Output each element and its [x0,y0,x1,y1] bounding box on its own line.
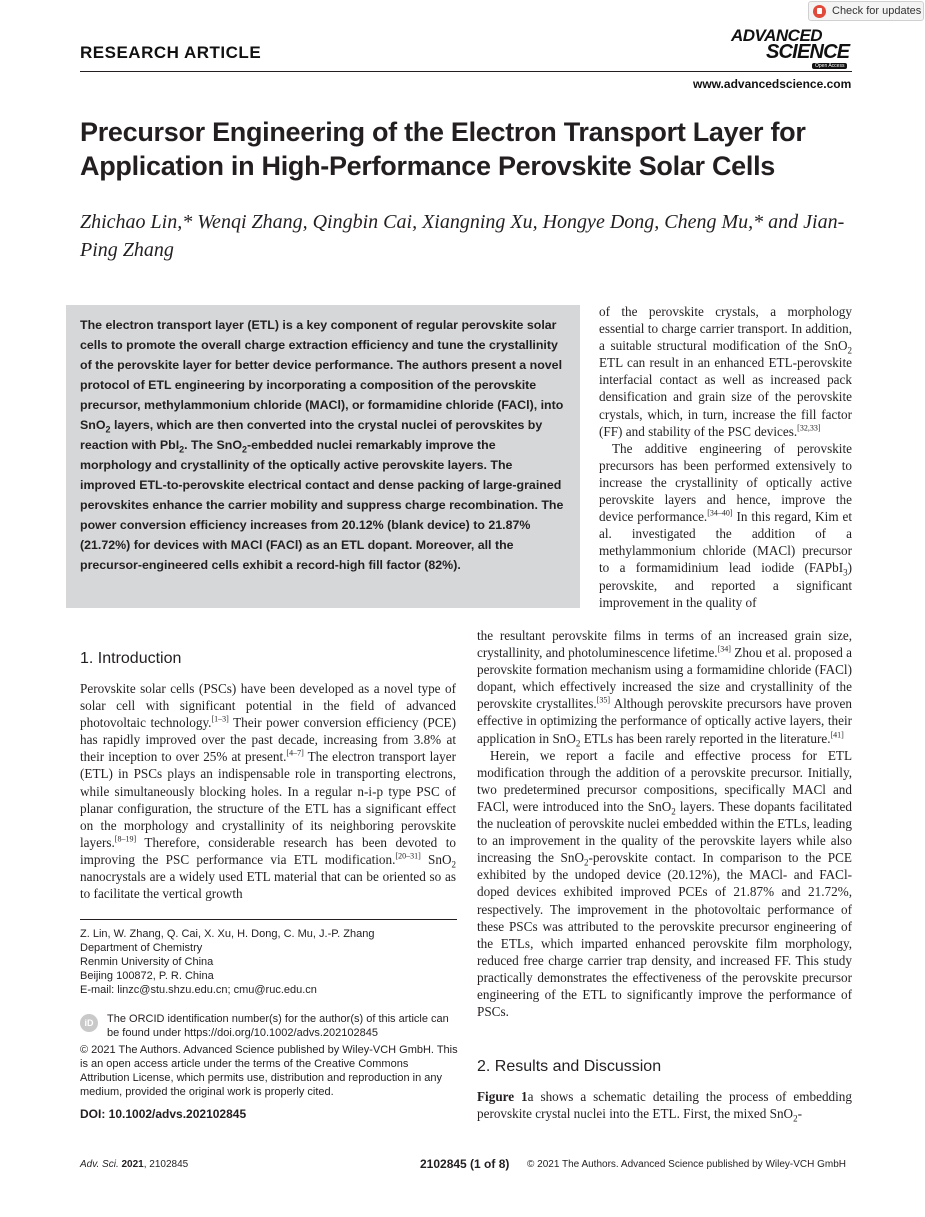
results-paragraph: Figure 1a shows a schematic detailing the process of embedding perovskite crystal nuclei into the ETL. First, the mixed SnO$_2$- [477,1089,852,1124]
journal-logo-line2: SCIENCE [766,41,850,63]
affiliation-rule [80,919,457,920]
footer-page-number: 2102845 (1 of 8) [420,1157,510,1171]
section-label: RESEARCH ARTICLE [80,43,262,62]
doi[interactable]: DOI: 10.1002/advs.202102845 [80,1107,247,1121]
right-wide-column: the resultant perovskite films in terms of an increased grain size, crystallinity, and photoluminescence lifetime.[34] Zhou et al. proposed a perovskite formation mechanism using a formamidine chloride (FACl) dopant, which effectively increased the size and crystallinity of the perovskite crystallites.[35] Although perovskite precursors have proven effective in optimizing the performance of optically active layers, their application in SnO$_2$ ETLs has been rarely reported in the literature.[41] Herein, we report a facile and effective process for ETL modification through the addition of a perovskite precursor. Initially, two predetermined precursor compositions, specifically MACl and FACl, were introduced into the SnO$_2$ layers. These dopants facilitated the nucleation of perovskite nuclei embedded within the ETLs, leading to an improvement in the quality of the perovskite layers while also increasing the SnO$_2$-perovskite contact. In comparison to the PCE exhibited by the undoped device (20.12%), the MACl- and FACl-doped devices exhibited improved PCEs of 21.87% and 21.72%, respectively. The improvement in the photovoltaic performance of these PSCs was attributed to the perovskite precursor engineering of the ETLs, which imparted enhanced perovskite film morphology, reduced free charge carrier trap density, and increased FF. This study practically demonstrates the effectiveness of the perovskite precursor engineering of the ETL to significantly improve the performance of PSCs. [477,628,853,1020]
intro-heading: 1. Introduction [80,650,182,667]
affiliation-univ: Renmin University of China [80,956,214,968]
affiliation-names: Z. Lin, W. Zhang, Q. Cai, X. Xu, H. Dong, C. Mu, J.-P. Zhang [80,928,375,940]
intro-paragraph: Perovskite solar cells (PSCs) have been developed as a novel type of solar cell with significant potential in the field of advanced photovoltaic technology.[1–3] Their power conversion efficiency (PCE) has rapidly improved over the past decade, increasing from 3.8% at their inception to over 25% at present.[4–7] The electron transport layer (ETL) in PSCs plays an indispensable role in transporting electrons, while simultaneously blocking holes. In a regular n-i-p type PSC of planar configuration, the structure of the ETL has a significant effect on the morphology and crystallinity of its neighboring perovskite layers.[8–19] Therefore, considerable research has been devoted to improving the PSC performance via ETL modification.[20–31] SnO$_2$ nanocrystals are a widely used ETL material that can be oriented so as to facilitate the vertical growth [80,681,457,902]
orcid-note[interactable]: The ORCID identification number(s) for the author(s) of this article can be found under https://doi.org/10.1002/advs.202102845 [107,1013,449,1039]
article-title: Precursor Engineering of the Electron Transport Layer for Application in High-Performance Perovskite Solar Cells [80,117,806,181]
header-rule [80,71,852,72]
footer-copyright: © 2021 The Authors. Advanced Science published by Wiley-VCH GmbH [527,1159,847,1170]
license-note: © 2021 The Authors. Advanced Science published by Wiley-VCH GmbH. This is an open access article under the terms of the Creative Commons Attribution License, which permits use, distribution and reproduction in any medium, provided the original work is properly cited. [80,1044,458,1098]
figure-1-link[interactable]: Figure 1 [477,1089,528,1104]
check-updates-label: Check for updates [832,5,922,17]
affiliation-block [80,927,460,997]
check-for-updates-button[interactable] [808,1,924,21]
affiliation-city: Beijing 100872, P. R. China [80,970,214,982]
journal-url[interactable]: www.advancedscience.com [693,77,852,91]
right-narrow-column: of the perovskite crystals, a morphology essential to charge carrier transport. In addition, a suitable structural modification of the SnO$_2$ ETL can result in an enhanced ETL-perovskite interfacial contact as well as increased pack densification and grain size of the perovskite crystals, which, in turn, increase the fill factor (FF) and stability of the PSC devices.[32,33] The additive engineering of perovskite precursors has been performed extensively to increase the crystallinity of optically active perovskite layers and hence, improve the device performance.[34–40] In this regard, Kim et al. investigated the addition of a methylammonium chloride (MACl) precursor to a formamidinium lead iodide (FAPbI$_3$) perovskite, and reported a significant improvement in the quality of [599,304,852,610]
crossmark-icon [813,5,826,18]
author-list: Zhichao Lin,* Wenqi Zhang, Qingbin Cai, Xiangning Xu, Hongye Dong, Cheng Mu,* and Jian-Ping Zhang [80,211,845,261]
abstract-text: The electron transport layer (ETL) is a key component of regular perovskite solar cells to promote the overall charge extraction efficiency and tune the crystallinity of the perovskite layer for better device performance. The authors present a novel protocol of ETL engineering by incorporating a composition of the perovskite precursor, methylammonium chloride (MACl), or formamidine chloride (FACl), into SnO$_2$ layers, which are then converted into the crystal nuclei of perovskites by reaction with PbI$_2$. The SnO$_2$-embedded nuclei remarkably improve the morphology and crystallinity of the optically active perovskite layers. The improved ETL-to-perovskite electrical contact and dense packing of large-grained perovskites enhance the carrier mobility and suppress charge recombination. The power conversion efficiency increases from 20.12% (blank device) to 21.87% (21.72%) for devices with MACl (FACl) as an ETL dopant. Moreover, all the precursor-engineered cells exhibit a record-high fill factor (82%). [80,318,564,572]
journal-logo-line1: ADVANCED [731,26,823,45]
orcid-icon: iD [80,1014,98,1032]
affiliation-email[interactable]: E-mail: linzc@stu.shzu.edu.cn; cmu@ruc.edu.cn [80,984,317,996]
footer-journal: Adv. Sci. 2021, 2102845 [80,1159,189,1170]
affiliation-dept: Department of Chemistry [80,942,203,954]
results-heading: 2. Results and Discussion [477,1058,662,1075]
open-access-badge: Open Access [812,63,847,69]
